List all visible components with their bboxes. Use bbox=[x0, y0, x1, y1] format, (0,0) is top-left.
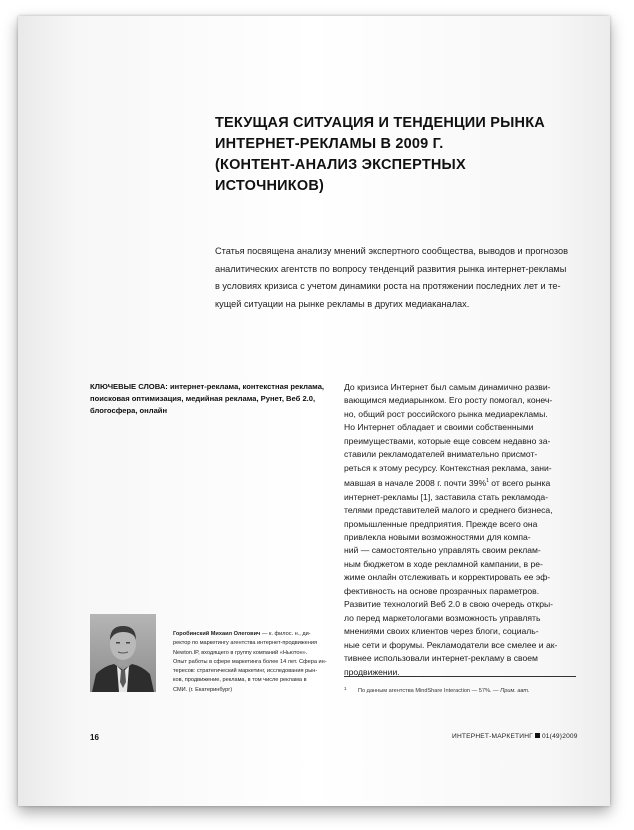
body-line: мнениями своих клиентов через блоги, социаль- bbox=[344, 626, 539, 637]
body-line: тивнее использовали интернет-рекламу в своем bbox=[344, 653, 538, 664]
body-line-text: от всего рынка bbox=[488, 478, 551, 489]
title-line: ИНТЕРНЕТ-РЕКЛАМЫ В 2009 Г. bbox=[215, 136, 444, 152]
body-line: привлекла новыми возможностями для компа- bbox=[344, 531, 531, 542]
author-photo bbox=[90, 614, 156, 692]
author-name: Горобинский Михаил Олегович bbox=[173, 631, 261, 637]
body-line: но, общий рост российского рынка медиарекламы. bbox=[344, 408, 548, 419]
page-number: 16 bbox=[90, 733, 99, 742]
issue-number: 01(49)2009 bbox=[541, 733, 578, 740]
footnote-text: По данным агентства MindShare Interaction — 57%. — bbox=[358, 688, 501, 694]
body-line: ний — самостоятельно управлять своим реклам- bbox=[344, 545, 541, 556]
footnote-divider bbox=[344, 676, 576, 677]
body-line: телями представителей малого и среднего бизнеса, bbox=[344, 505, 553, 516]
author-line: Newton.IP, входящего в группу компаний «Ньютон». bbox=[173, 649, 308, 656]
author-info bbox=[173, 630, 333, 695]
author-line bbox=[173, 630, 333, 639]
footnote-note: Прим. авт. bbox=[500, 688, 530, 694]
article-abstract bbox=[215, 243, 577, 313]
running-footer bbox=[452, 733, 582, 740]
author-line: СМИ. (г. Екатеринбург) bbox=[173, 686, 233, 693]
abstract-line: аналитических агентств по вопросу тенденций развития рынка интернет-рекламы bbox=[215, 263, 567, 274]
body-line-text: мавшая в начале 2008 г. почти 39% bbox=[344, 478, 487, 489]
article-title bbox=[215, 113, 575, 197]
body-line: ные сети и форумы. Рекламодатели все смелее и ак- bbox=[344, 639, 558, 650]
keywords-line bbox=[90, 381, 325, 393]
body-line: ставили рекламодателей внимательно присмот- bbox=[344, 449, 538, 460]
body-line: фективность на основе прозрачных параметров. bbox=[344, 585, 540, 596]
title-line: ИСТОЧНИКОВ) bbox=[215, 178, 325, 194]
body-line: жиме онлайн отслеживать и корректировать ее эф- bbox=[344, 572, 551, 583]
author-text: — к. филос. н., ди- bbox=[260, 631, 311, 637]
keywords-text: интернет-реклама, контекстная реклама, bbox=[167, 382, 325, 391]
body-line-with-footnote bbox=[344, 475, 579, 490]
keywords-line: поисковая оптимизация, медийная реклама, Рунет, Веб 2.0, bbox=[90, 394, 316, 403]
title-line: (КОНТЕНТ-АНАЛИЗ ЭКСПЕРТНЫХ bbox=[215, 157, 466, 173]
body-line: продвижении. bbox=[344, 666, 400, 677]
body-line: промышленные предприятия. Прежде всего она bbox=[344, 518, 538, 529]
body-line: ло перед маркетологами возможность управлять bbox=[344, 612, 541, 623]
body-line: вающимся медиарынком. Его росту помогал, конеч- bbox=[344, 395, 553, 406]
author-line: Опыт работы в сфере маркетинга более 14 лет. Сфера ин- bbox=[173, 658, 327, 665]
abstract-line: в условиях кризиса с учетом динамики роста на протяжении последних лет и те- bbox=[215, 281, 561, 291]
body-line: интернет-рекламы [1], заставила стать рекламода- bbox=[344, 491, 549, 502]
abstract-line: Статья посвящена анализу мнений экспертного сообщества, выводов и прогнозов bbox=[215, 246, 568, 256]
footnote-number: 1 bbox=[344, 686, 347, 691]
journal-name: ИНТЕРНЕТ-МАРКЕТИНГ bbox=[452, 733, 533, 740]
author-portrait-icon bbox=[90, 614, 156, 692]
body-line: Но Интернет обладает и своими собственными bbox=[344, 422, 534, 433]
author-line: ков, продвижение, реклама, в том числе реклама в bbox=[173, 677, 307, 684]
abstract-line: кущей ситуации на рынке рекламы в других медиаканалах. bbox=[215, 298, 470, 309]
body-line: преимуществами, которые еще совсем недавно за- bbox=[344, 435, 551, 446]
keywords-block bbox=[90, 381, 325, 417]
article-body-column bbox=[344, 381, 579, 679]
body-line: ным бюджетом в ходе рекламной кампании, в ре- bbox=[344, 558, 543, 569]
footnote-ref[interactable]: 1 bbox=[486, 478, 489, 485]
square-separator-icon bbox=[535, 733, 540, 738]
body-line: До кризиса Интернет был самым динамично разви- bbox=[344, 382, 551, 392]
keywords-label: КЛЮЧЕВЫЕ СЛОВА: bbox=[90, 382, 168, 391]
body-line: реться к этому ресурсу. Контекстная реклама, зани- bbox=[344, 462, 552, 473]
footnote bbox=[344, 685, 584, 695]
author-line: тересов: стратегический маркетинг, исследования рын- bbox=[173, 668, 318, 675]
title-line: ТЕКУЩАЯ СИТУАЦИЯ И ТЕНДЕНЦИИ РЫНКА bbox=[215, 115, 545, 131]
author-line: ректор по маркетингу агентства интернет-продвижения bbox=[173, 640, 317, 647]
keywords-line: блогосфера, онлайн bbox=[90, 406, 168, 415]
body-line: Развитие технологий Веб 2.0 в свою очередь откры- bbox=[344, 599, 554, 610]
